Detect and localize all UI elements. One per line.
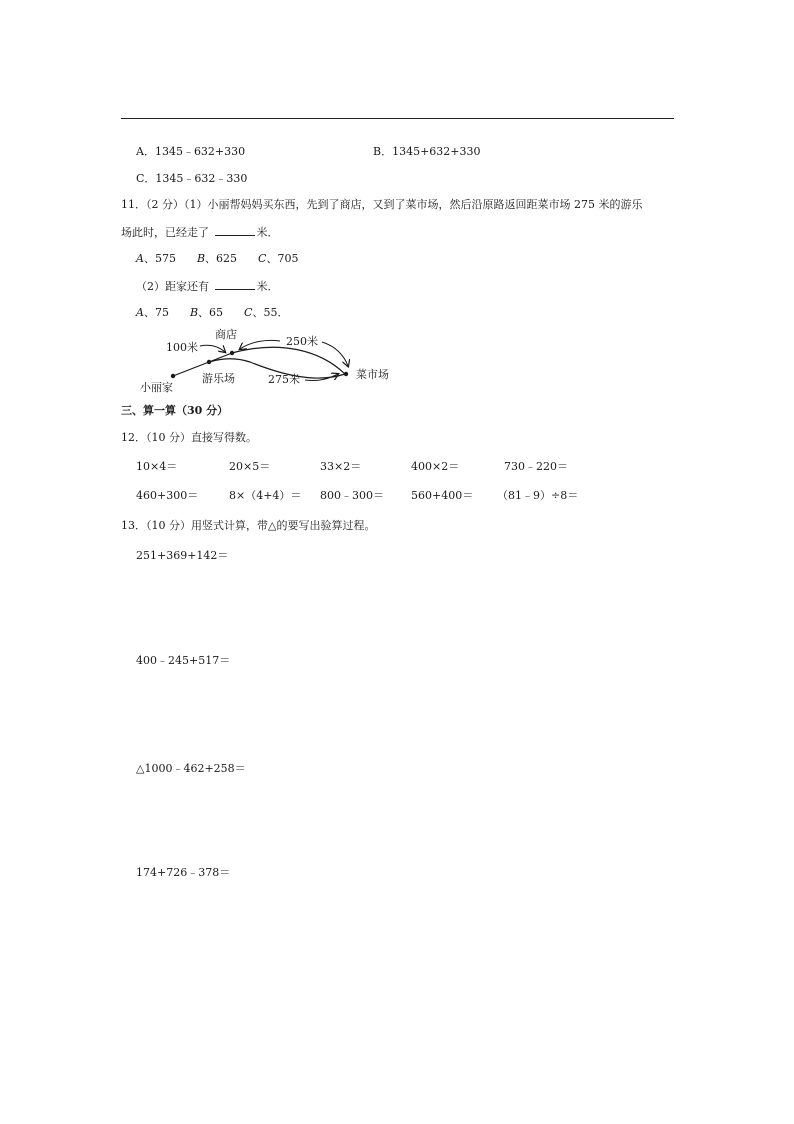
park-dot — [207, 360, 211, 364]
q11-sub2-suffix: 米． — [256, 280, 279, 293]
q10-option-a: A．1345﹣632+330 — [136, 145, 246, 158]
q12-item: 800﹣300＝ — [320, 489, 384, 502]
opt-letter: B — [196, 252, 206, 265]
home-dot — [171, 374, 175, 378]
opt-value: 、55． — [252, 306, 289, 319]
q11-line2-prefix: 场此时，已经走了 — [121, 226, 213, 239]
q12-item: 33×2＝ — [320, 460, 362, 473]
label-home: 小丽家 — [140, 381, 173, 394]
q12-item: 20×5＝ — [229, 460, 271, 473]
label-100m: 100米 — [166, 341, 198, 354]
q13-item: △1000﹣462+258＝ — [136, 762, 246, 775]
arrow-100m — [200, 345, 225, 352]
q11-sub2-stem — [136, 279, 279, 294]
arrow-250m-right — [322, 342, 348, 366]
route-diagram — [130, 322, 410, 400]
q12-title: 12．（10 分）直接写得数。 — [121, 431, 257, 444]
label-market: 菜市场 — [356, 368, 389, 381]
opt-value: 、65 — [198, 306, 224, 319]
q11-stem-line1: 11．（2 分）（1）小丽帮妈妈买东西，先到了商店，又到了菜市场，然后沿原路返回距菜市场 275 米的游乐 — [121, 198, 643, 211]
q11-line2-suffix: 米． — [256, 226, 279, 239]
q12-item: 460+300＝ — [136, 489, 199, 502]
q10-option-c: C．1345﹣632﹣330 — [136, 172, 248, 185]
q11-sub1-options — [136, 252, 298, 266]
shop-dot — [230, 351, 234, 355]
q12-item: 8×（4+4）＝ — [229, 489, 302, 502]
q12-item: 10×4＝ — [136, 460, 178, 473]
opt-value: 、75 — [143, 306, 169, 319]
label-park: 游乐场 — [202, 372, 235, 385]
opt-letter: A — [136, 252, 144, 265]
q11-stem-line2 — [121, 225, 279, 240]
q12-item: （81﹣9）÷8＝ — [497, 489, 579, 502]
opt-letter: A — [136, 306, 144, 319]
label-275m: 275米 — [268, 373, 300, 386]
opt-letter: B — [189, 306, 199, 319]
answer-blank — [215, 279, 255, 290]
label-250m: 250米 — [286, 335, 318, 348]
q13-title: 13．（10 分）用竖式计算，带△的要写出验算过程。 — [121, 519, 376, 532]
header-rule — [121, 118, 674, 119]
section-3-heading: 三、算一算（30 分） — [121, 404, 229, 417]
q12-item: 560+400＝ — [411, 489, 474, 502]
label-shop: 商店 — [215, 328, 237, 341]
q10-option-b: B．1345+632+330 — [373, 145, 481, 158]
q12-item: 730﹣220＝ — [504, 460, 568, 473]
opt-value: 、705 — [266, 252, 299, 265]
opt-letter: C — [244, 306, 253, 319]
market-dot — [344, 372, 348, 376]
q13-item: 174+726﹣378＝ — [136, 866, 231, 879]
answer-blank — [215, 225, 255, 236]
opt-value: 、575 — [143, 252, 176, 265]
opt-value: 、625 — [205, 252, 238, 265]
q12-item: 400×2＝ — [411, 460, 460, 473]
q11-sub2-options — [136, 306, 288, 320]
q13-item: 251+369+142＝ — [136, 549, 229, 562]
q13-item: 400﹣245+517＝ — [136, 654, 231, 667]
shop-to-market-curve — [232, 347, 345, 374]
q11-sub2-prefix: （2）距家还有 — [136, 280, 213, 293]
opt-letter: C — [258, 252, 267, 265]
